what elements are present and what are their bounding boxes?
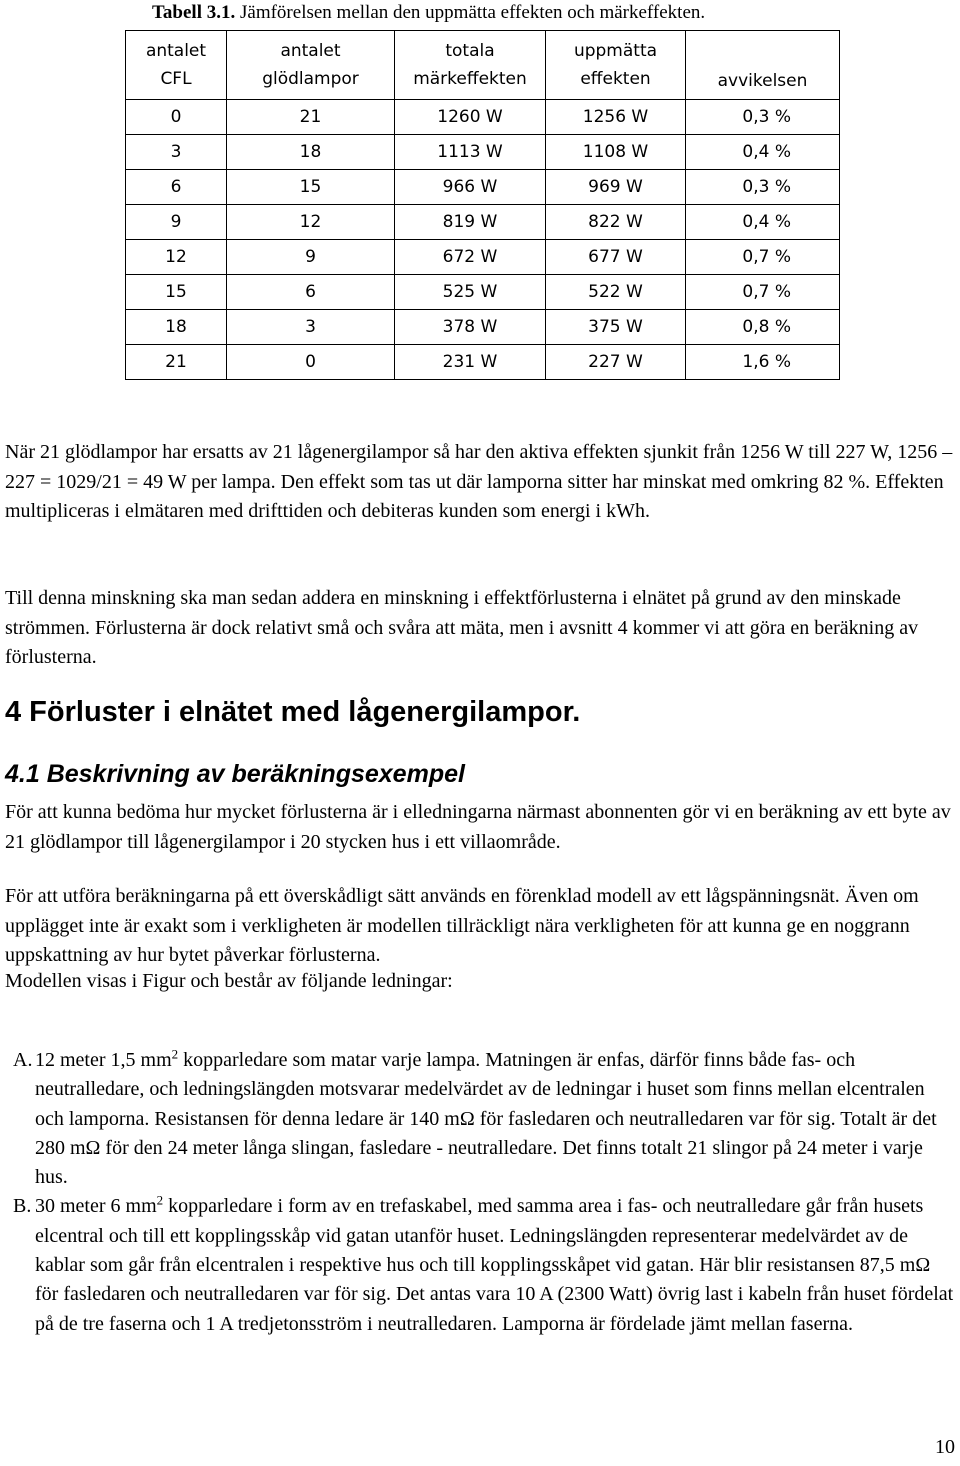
header-totala-markeffekten: totala märkeffekten bbox=[395, 31, 546, 100]
table-row bbox=[126, 275, 840, 310]
table-cell: 1108 W bbox=[546, 135, 686, 170]
header-antalet-cfl: antalet CFL bbox=[126, 31, 227, 100]
table-cell: 822 W bbox=[546, 205, 686, 240]
table-cell: 12 bbox=[126, 240, 227, 275]
table-cell: 1260 W bbox=[395, 100, 546, 135]
table-cell: 9 bbox=[227, 240, 395, 275]
table-cell: 966 W bbox=[395, 170, 546, 205]
table-row bbox=[126, 240, 840, 275]
table-cell: 969 W bbox=[546, 170, 686, 205]
table-cell: 21 bbox=[227, 100, 395, 135]
table-cell: 9 bbox=[126, 205, 227, 240]
table-cell: 3 bbox=[126, 135, 227, 170]
table-caption-title: Jämförelsen mellan den uppmätta effekten och märkeffekten. bbox=[240, 2, 706, 23]
list-item-a-lead: 12 meter 1,5 mm bbox=[35, 1049, 172, 1071]
header-uppmatta-effekten: uppmätta effekten bbox=[546, 31, 686, 100]
table-caption bbox=[152, 2, 705, 24]
table-cell: 375 W bbox=[546, 310, 686, 345]
table-row bbox=[126, 100, 840, 135]
list-item-a-text: kopparledare som matar varje lampa. Matningen är enfas, därför finns både fas- och neutralledare, och ledningslängden motsvarar medelvärdet av de ledningar i huset som finns mellan elcentralen och lamporna. Resistansen för denna ledare är 140 mΩ för fasledaren och neutralledaren var för sig. Totalt är det 280 mΩ för den 24 meter långa slingan, fasledare - neutralledare. Det finns totalt 21 slingor på 24 meter i varje hus. bbox=[35, 1049, 937, 1189]
table-cell: 0 bbox=[227, 345, 395, 380]
paragraph-model-description: För att utföra beräkningarna på ett överskådligt sätt används en förenklad modell av ett lågspänningsnät. Även om upplägget inte är exakt som i verkligheten är modellen tillräckligt nära verkligheten för att kunna ge en noggrann uppskattning av hur bytet påverkar förlusterna. bbox=[5, 885, 919, 966]
table-cell: 1113 W bbox=[395, 135, 546, 170]
list-item-a bbox=[0, 1046, 955, 1192]
table-row bbox=[126, 310, 840, 345]
table-cell: 525 W bbox=[395, 275, 546, 310]
section-heading-4: 4 Förluster i elnätet med lågenergilampor. bbox=[5, 696, 581, 728]
list-item-a-superscript: 2 bbox=[171, 1046, 179, 1062]
table-cell: 3 bbox=[227, 310, 395, 345]
table-row bbox=[126, 170, 840, 205]
table-cell: 6 bbox=[227, 275, 395, 310]
header-antalet-glodlampor: antalet glödlampor bbox=[227, 31, 395, 100]
table-cell: 15 bbox=[126, 275, 227, 310]
table-header-row bbox=[126, 31, 840, 100]
subsection-heading-4-1: 4.1 Beskrivning av beräkningsexempel bbox=[5, 760, 465, 788]
page-number: 10 bbox=[935, 1436, 955, 1458]
header-avvikelsen: avvikelsen bbox=[686, 31, 840, 100]
table-cell: 0 bbox=[126, 100, 227, 135]
comparison-table-container bbox=[125, 30, 839, 380]
list-item-b-superscript: 2 bbox=[156, 1192, 164, 1208]
table-cell: 18 bbox=[227, 135, 395, 170]
table-row bbox=[126, 135, 840, 170]
list-item-b-text: kopparledare i form av en trefaskabel, med samma area i fas- och neutralledare går från husets elcentral och till ett kopplingsskåp vid gatan utanför huset. Ledningslängden representerar medelvärdet av de kablar som går från elcentralen i respektive hus och till kopplingsskåpet vid gatan. Här blir resistansen 87,5 mΩ för fasledaren och neutralledaren var för sig. Det antas vara 10 A (2300 Watt) övrig last i kabeln från huset fördelat på de tre faserna och 1 A tredjetonsström i neutralledaren. Lamporna är fördelade jämt mellan faserna. bbox=[35, 1195, 954, 1335]
table-cell: 18 bbox=[126, 310, 227, 345]
list-item-b bbox=[0, 1192, 955, 1338]
table-cell: 0,4 % bbox=[686, 205, 840, 240]
paragraph-loss-reduction: Till denna minskning ska man sedan addera en minskning i effektförlusterna i elnätet på grund av den minskade strömmen. Förlusterna är dock relativt små och svåra att mäta, men i avsnitt 4 kommer vi att göra en beräkning av förlusterna. bbox=[5, 587, 919, 668]
table-cell: 378 W bbox=[395, 310, 546, 345]
table-cell: 15 bbox=[227, 170, 395, 205]
table-row bbox=[126, 345, 840, 380]
table-cell: 0,8 % bbox=[686, 310, 840, 345]
table-caption-label: Tabell 3.1. bbox=[152, 2, 236, 23]
table-cell: 1,6 % bbox=[686, 345, 840, 380]
list-marker-b: B. bbox=[13, 1195, 32, 1218]
paragraph-calculation-intro: För att kunna bedöma hur mycket förlusterna är i elledningarna närmast abonnenten gör vi en beräkning av ett byte av 21 glödlampor till lågenergilampor i 20 stycken hus i ett villaområde. bbox=[5, 801, 951, 853]
comparison-table bbox=[125, 30, 840, 380]
table-cell: 231 W bbox=[395, 345, 546, 380]
table-cell: 0,3 % bbox=[686, 100, 840, 135]
table-cell: 0,7 % bbox=[686, 240, 840, 275]
table-cell: 227 W bbox=[546, 345, 686, 380]
table-cell: 21 bbox=[126, 345, 227, 380]
table-cell: 672 W bbox=[395, 240, 546, 275]
list-marker-a: A. bbox=[13, 1049, 33, 1071]
paragraph-model-lines: Modellen visas i Figur och består av följande ledningar: bbox=[5, 970, 453, 992]
table-row bbox=[126, 205, 840, 240]
list-item-b-lead: 30 meter 6 mm bbox=[35, 1195, 157, 1218]
table-cell: 1256 W bbox=[546, 100, 686, 135]
table-cell: 6 bbox=[126, 170, 227, 205]
table-cell: 819 W bbox=[395, 205, 546, 240]
table-cell: 0,7 % bbox=[686, 275, 840, 310]
table-cell: 0,3 % bbox=[686, 170, 840, 205]
paragraph-effect-reduction: När 21 glödlampor har ersatts av 21 lågenergilampor så har den aktiva effekten sjunkit från 1256 W till 227 W, 1256 – 227 = 1029/21 = 49 W per lampa. Den effekt som tas ut där lamporna sitter har minskat med omkring 82 %. Effekten multipliceras i elmätaren med drifttiden och debiteras kunden som energi i kWh. bbox=[5, 441, 953, 522]
table-cell: 677 W bbox=[546, 240, 686, 275]
table-cell: 0,4 % bbox=[686, 135, 840, 170]
table-cell: 12 bbox=[227, 205, 395, 240]
conductor-list bbox=[0, 1046, 955, 1339]
table-cell: 522 W bbox=[546, 275, 686, 310]
